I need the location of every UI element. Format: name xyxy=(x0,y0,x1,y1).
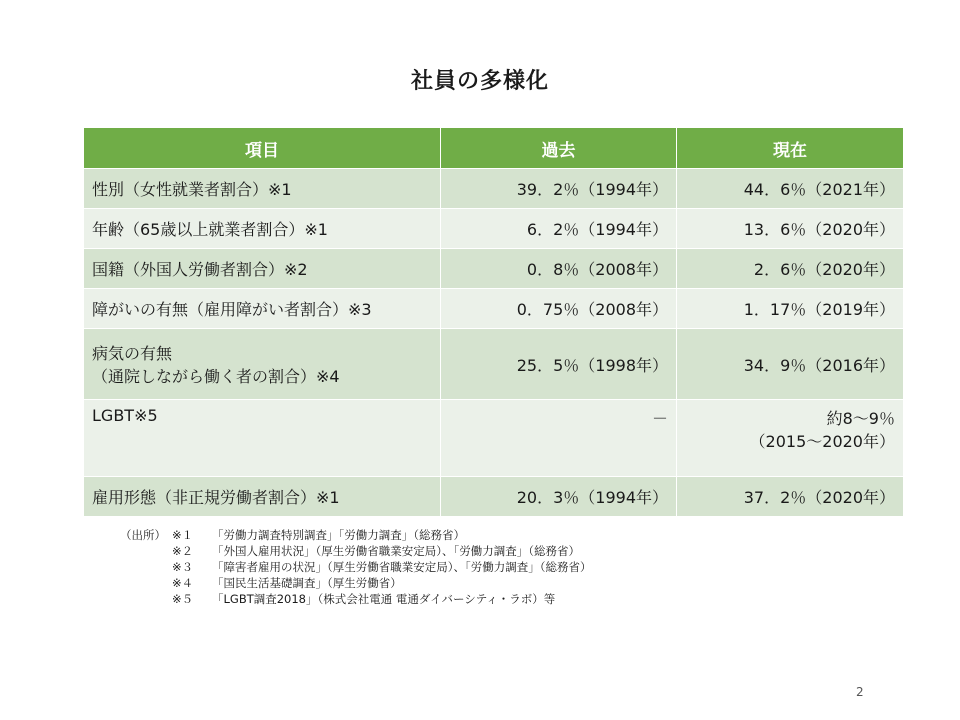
row-item: 性別（女性就業者割合）※1 xyxy=(84,169,441,209)
note-label: （出所） xyxy=(120,528,166,542)
page-title: 社員の多様化 xyxy=(410,69,549,94)
table-row xyxy=(84,209,904,249)
note-row: （出所） ※１ 「労働力調査特別調査」「労働力調査」（総務省） xyxy=(108,527,592,543)
table-header-row xyxy=(84,128,904,169)
row-present: 13．6％（2020年） xyxy=(677,209,904,249)
header-item: 項目 xyxy=(84,128,441,169)
row-past: 25．5％（1998年） xyxy=(441,329,677,400)
page-number: 2 xyxy=(856,685,864,699)
row-item: 雇用形態（非正規労働者割合）※1 xyxy=(84,477,441,517)
row-present: 1．17％（2019年） xyxy=(677,289,904,329)
row-past: － xyxy=(441,400,677,477)
row-present: 約8～9％ （2015～2020年） xyxy=(677,400,904,477)
row-item: 年齢（65歳以上就業者割合）※1 xyxy=(84,209,441,249)
table-row xyxy=(84,169,904,209)
table-row xyxy=(84,329,904,400)
note-row: ※５ 「LGBT調査2018」（株式会社電通 電通ダイバーシティ・ラボ）等 xyxy=(172,592,556,606)
note-row: ※２ 「外国人雇用状況」（厚生労働省職業安定局）、「労働力調査」（総務省） xyxy=(172,544,580,558)
row-past: 20．3％（1994年） xyxy=(441,477,677,517)
row-past: 39．2％（1994年） xyxy=(441,169,677,209)
row-item: 病気の有無 （通院しながら働く者の割合）※4 xyxy=(84,329,441,400)
table-row xyxy=(84,400,904,477)
note-row: ※４ 「国民生活基礎調査」（厚生労働省） xyxy=(172,576,402,590)
row-item: 国籍（外国人労働者割合）※2 xyxy=(84,249,441,289)
table-row xyxy=(84,249,904,289)
table-row xyxy=(84,289,904,329)
row-present: 2．6％（2020年） xyxy=(677,249,904,289)
table-row xyxy=(84,477,904,517)
row-past: 0．8％（2008年） xyxy=(441,249,677,289)
row-item: 障がいの有無（雇用障がい者割合）※3 xyxy=(84,289,441,329)
row-item: LGBT※5 xyxy=(84,400,441,477)
row-present: 44．6％（2021年） xyxy=(677,169,904,209)
diversity-table xyxy=(83,127,904,517)
row-past: 6．2％（1994年） xyxy=(441,209,677,249)
header-present: 現在 xyxy=(677,128,904,169)
note-row: ※３ 「障害者雇用の状況」（厚生労働省職業安定局）、「労働力調査」（総務省） xyxy=(172,560,592,574)
row-past: 0．75％（2008年） xyxy=(441,289,677,329)
row-present: 37．2％（2020年） xyxy=(677,477,904,517)
header-past: 過去 xyxy=(441,128,677,169)
row-present: 34．9％（2016年） xyxy=(677,329,904,400)
source-notes xyxy=(108,527,592,607)
